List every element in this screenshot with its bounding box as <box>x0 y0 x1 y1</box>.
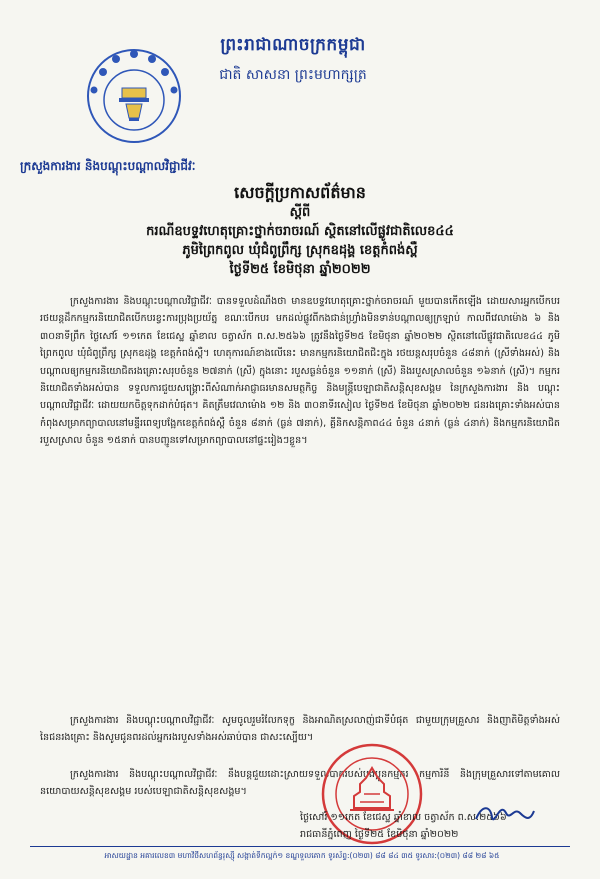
subject-line-2: ភូមិព្រៃកពូល ឃុំជំពូព្រឹក្ស ស្រុកឧដុង្គ ខេត្តកំពង់ស្ពឺ <box>182 243 418 258</box>
subject-line-1: ករណីឧបទ្ទវហេតុគ្រោះថ្នាក់ចរាចរណ៍ ស្ថិតនៅលើផ្លូវជាតិលេខ៤៤ <box>146 224 454 239</box>
ministry-logo <box>86 48 182 144</box>
body-paragraph-3: ក្រសួងការងារ និងបណ្តុះបណ្តាលវិជ្ជាជីវៈ នឹងបន្តជួយដោះស្រាយទទួលបាករបស់បងប្អូនកម្មករ កម្មការិនី និងក្រុមគ្រួសារទៅតាមគោលនយោបាយសន្តិសុខសង្គម របស់បេឡាជាតិសន្តិសុខសង្គម។ <box>40 769 560 798</box>
body-paragraph-1: ក្រសួងការងារ និងបណ្តុះបណ្តាលវិជ្ជាជីវៈ បានទទួលដំណឹងថា មានឧបទ្ទវហេតុគ្រោះថ្នាក់ចរាចរណ៍ មួយបានកើតឡើង ដោយសារអ្នកបើកបររថយន្តដឹកកម្មករនិយោជិតបើកបរខ្វះការប្រុងប្រយ័ត្ន ខណៈបើកបរ មកដល់ផ្លូវពីកងជាន់ហ្វ្រាំងមិនទាន់បណ្តាលឲ្យក្រឡាប់ កាលពីវេលាម៉ោង ៦ និង ៣០នាទីព្រឹក ថ្ងៃសៅរ៍ ១១កេត ខែជេស្ឋ ឆ្នាំខាល ចត្វាស័ក ព.ស.២៥៦៦ ត្រូវនឹងថ្ងៃទី២៥ ខែមិថុនា ឆ្នាំ២០២២ ស្ថិតនៅលើផ្លូវជាតិលេខ៤៤ ភូមិព្រៃកពូល ឃុំជំពូព្រឹក្ស ស្រុកឧដុង្គ ខេត្តកំពង់ស្ពឺ។ ហេតុការណ៍ខាងលើនេះ មានកម្មករនិយោជិតជិះក្នុង រថយន្តសរុបចំនួន ៤៨នាក់ (ស្រីទាំងអស់) និងបណ្តាលឲ្យកម្មករនិយោជិតរងគ្រោះសរុបចំនួន ២៧នាក់ (ស្រី) ក្នុងនោះ របួសធ្ងន់ចំនួន ១១នាក់ (ស្រី) និងរបួសស្រាលចំនួន ១៦នាក់ (ស្រី)។ កម្មករនិយោជិតទាំងអស់បាន ទទួលការជួយសង្គ្រោះពីសំណាក់អាជ្ញាធរមានសមត្ថកិច្ច និងមន្ត្រីបេឡាជាតិសន្តិសុខសង្គម នៃក្រសួងការងារ និង បណ្តុះបណ្តាលវិជ្ជាជីវៈ ដោយយកចិត្តទុកដាក់បំផុត។ គិតត្រឹមវេលាម៉ោង ១២ និង ៣០នាទីរសៀល ថ្ងៃទី២៥ ខែមិថុនា ឆ្នាំ២០២២ ជនរងគ្រោះទាំងអស់បានកំពុងសម្រាកព្យាបាលនៅមន្ទីរពេទ្យបង្អែកខេត្តកំពង់ស្ពឺ ចំនួន ៨នាក់ (ធ្ងន់ ៧នាក់), គ្លីនិកសន្តិភាព៤៤ ចំនួន ៤នាក់ (ធ្ងន់ ៤នាក់) និងកម្មករនិយោជិតរបួសស្រាល ចំនួន ១៥នាក់ បានបញ្ជូនទៅសម្រាកព្យាបាលនៅផ្ទះរៀងៗខ្លួន។ <box>40 296 560 447</box>
lunar-date: ថ្ងៃសៅរ៍ ១១កេត ខែជេស្ឋ ឆ្នាំខាល ចត្វាស័ក ព.ស.២៥៦៦ <box>300 812 507 823</box>
document-date: ថ្ងៃទី២៥ ខែមិថុនា ឆ្នាំ២០២២ <box>229 262 371 277</box>
signature <box>470 795 540 835</box>
place-and-date: រាជធានីភ្នំពេញ ថ្ងៃទី២៥ ខែមិថុនា ឆ្នាំ២០២២ <box>300 829 459 840</box>
footer-divider <box>30 846 570 847</box>
title-block <box>60 182 540 279</box>
ministry-name: ក្រសួងការងារ និងបណ្តុះបណ្តាលវិជ្ជាជីវៈ <box>20 159 196 173</box>
kingdom-header <box>218 34 368 86</box>
title-about: ស្តីពី <box>289 205 311 220</box>
national-motto: ជាតិ សាសនា ព្រះមហាក្សត្រ <box>219 67 367 83</box>
footer-address: អាសយដ្ឋាន អគារលេខ៣ មហាវិថីសហព័ន្ធរុស្ស៊ី សង្កាត់ទឹកល្អក់១ ខណ្ឌទួលគោក ទូរស័ព្ទ:(០២៣) ៨៨ ៨៤ ៣៥ ទូរសារ:(០២៣) ៨៨ ២៨ ៦៥ <box>104 851 500 860</box>
body-paragraph-2: ក្រសួងការងារ និងបណ្តុះបណ្តាលវិជ្ជាជីវៈ សូមចូលរួមរំលែកទុក្ខ និងអាណិតស្រលាញ់ជាទីបំផុត ជាមួយក្រុមគ្រួសារ និងញាតិមិត្តទាំងអស់នៃជនរងគ្រោះ និងសូមជូនពរដល់អ្នករងរបួសទាំងអស់ឆាប់បាន ជាសះស្បើយ។ <box>40 715 560 744</box>
document-title: សេចក្តីប្រកាសព័ត៌មាន <box>234 183 366 202</box>
kingdom-title: ព្រះរាជាណាចក្រកម្ពុជា <box>220 35 366 55</box>
